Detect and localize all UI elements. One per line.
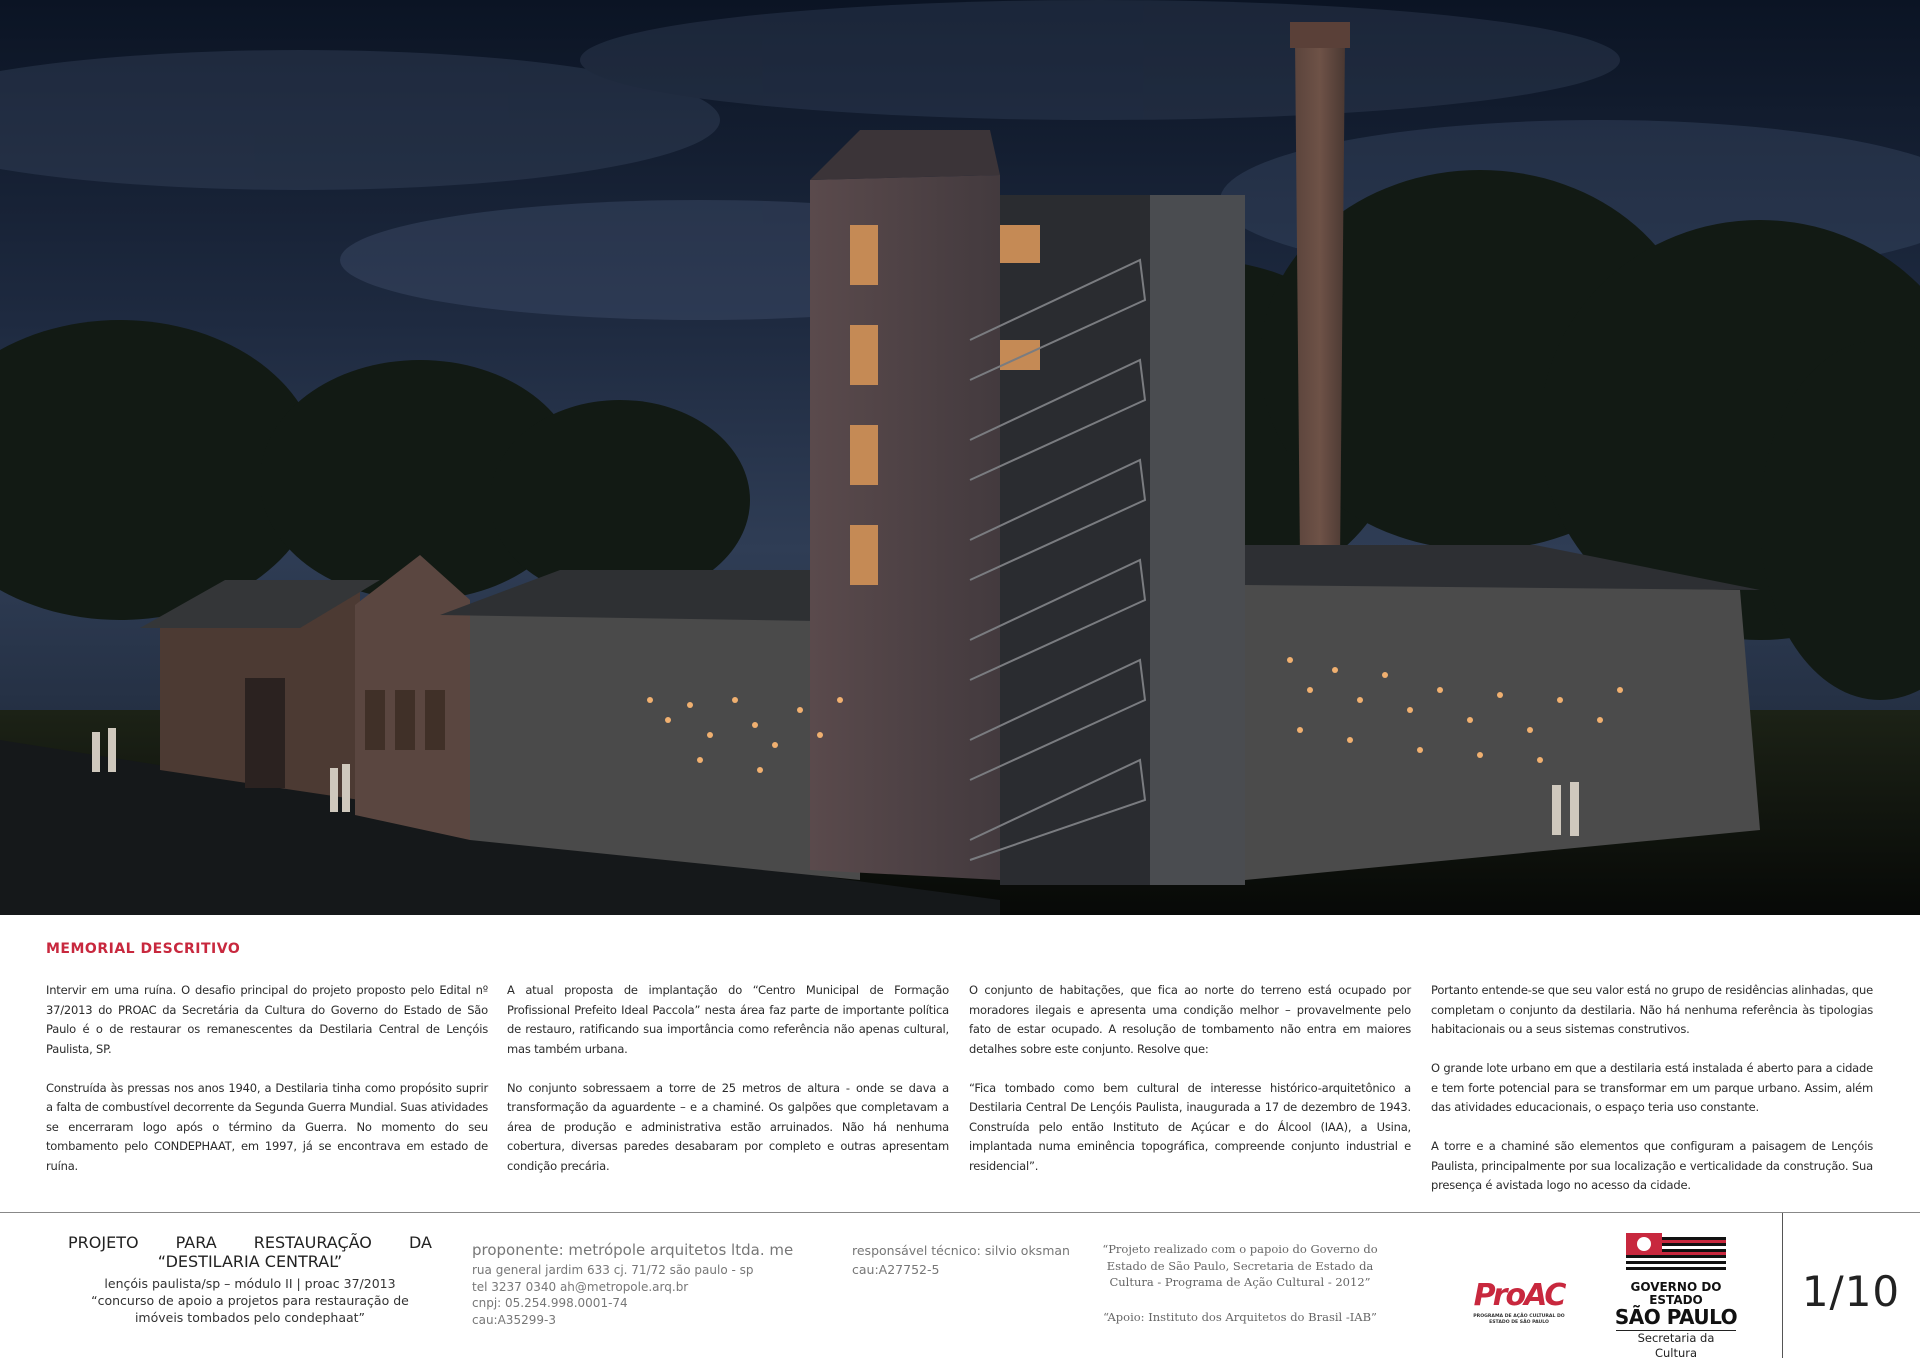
page-number: 1/10 bbox=[1801, 1267, 1901, 1316]
project-subtitle bbox=[68, 1275, 432, 1326]
paragraph: No conjunto sobressaem a torre de 25 metros de altura - onde se dava a transformação da aguardente – e a chaminé. Os galpões que completavam a área de produção e administrativa estão arruinados. Não há nenhuma cobertura, diversas paredes desabaram por completo e outras apresentam condição precária. bbox=[507, 1080, 949, 1173]
memorial-section bbox=[0, 915, 1920, 1212]
proac-logo bbox=[1472, 1278, 1566, 1325]
project-title-line-2: “DESTILARIA CENTRAL” bbox=[157, 1252, 343, 1271]
government-logo bbox=[1602, 1233, 1750, 1358]
proac-logo-text: ProAC bbox=[1473, 1278, 1565, 1313]
paragraph: Intervir em uma ruína. O desafio principal do projeto proposto pelo Edital nº 37/2013 do PROAC da Secretária da Cultura do Governo do Estado de São Paulo é o de restaurar os remanescentes da Destilaria Central de Lençóis Paulista, SP. bbox=[46, 983, 488, 1056]
paragraph: O grande lote urbano em que a destilaria está instalada é aberto para a cidade e tem forte potencial para se transformar em um parque urbano. Assim, além das atividades educacionais, o espaço teria uso constante. bbox=[1431, 1061, 1873, 1114]
memorial-title: MEMORIAL DESCRITIVO bbox=[46, 941, 241, 957]
government-line-1: GOVERNO DO ESTADO bbox=[1630, 1280, 1722, 1307]
proponent-cnpj: cnpj: 05.254.998.0001-74 bbox=[472, 1296, 628, 1310]
proponent-contact: tel 3237 0340 ah@metropole.arq.br bbox=[472, 1279, 689, 1294]
technical-responsible-cau: cau:A27752-5 bbox=[852, 1262, 940, 1277]
project-subtitle-line-2: “concurso de apoio a projetos para restauração de imóveis tombados pelo condephaat” bbox=[91, 1293, 409, 1325]
title-word: PROJETO bbox=[68, 1233, 139, 1252]
project-title bbox=[68, 1233, 432, 1271]
government-line-3: Secretaria da Cultura bbox=[1616, 1330, 1736, 1358]
right-warehouse bbox=[1245, 545, 1760, 880]
title-word: PARA bbox=[175, 1233, 217, 1252]
proponent-address: rua general jardim 633 cj. 71/72 são paulo - sp bbox=[472, 1263, 754, 1277]
footer bbox=[0, 1212, 1920, 1358]
memorial-column-4 bbox=[1431, 981, 1873, 1215]
project-title-line-1 bbox=[68, 1233, 432, 1252]
paragraph: A atual proposta de implantação do “Centro Municipal de Formação Profissional Prefeito Ideal Paccola” nesta área faz parte de importante política de restauro, ratificando sua importância como referência não apenas cultural, mas também urbana. bbox=[507, 983, 949, 1056]
proac-caption: PROGRAMA DE AÇÃO CULTURAL DO ESTADO DE SÃO PAULO bbox=[1473, 1314, 1565, 1325]
support-text: “Projeto realizado com o papoio do Governo do Estado de São Paulo, Secretaria de Estado da Cultura - Programa de Ação Cultural - 2012” bbox=[1102, 1242, 1378, 1289]
paragraph: O conjunto de habitações, que fica ao norte do terreno está ocupado por moradores ilegais e apresenta uma condição melhor – provavelmente pelo fato de estar ocupado. A resolução de tombamento não entra em maiores detalhes sobre este conjunto. Resolve que: bbox=[969, 983, 1411, 1056]
iab-support: “Apoio: Instituto dos Arquitetos do Brasil -IAB” bbox=[1103, 1309, 1377, 1324]
government-line-2: SÃO PAULO bbox=[1614, 1305, 1738, 1329]
paragraph: “Fica tombado como bem cultural de interesse histórico-arquitetônico a Destilaria Central De Lençóis Paulista, inaugurada a 17 de dezembro de 1943. Construída pelo então Instituto de Açúcar e do Álcool (IAA), a Usina, implantada numa eminência topográfica, compreende conjunto industrial e residencial”. bbox=[969, 1080, 1411, 1173]
proponent-name: proponente: metrópole arquitetos ltda. me bbox=[472, 1241, 794, 1259]
technical-responsible bbox=[852, 1241, 1082, 1279]
memorial-column-1 bbox=[46, 981, 488, 1196]
proponent-block bbox=[472, 1241, 802, 1328]
admin-building bbox=[355, 555, 470, 840]
proponent-cau: cau:A35299-3 bbox=[472, 1312, 556, 1327]
technical-responsible-name: responsável técnico: silvio oksman bbox=[852, 1243, 1070, 1258]
paragraph: Construída às pressas nos anos 1940, a Destilaria tinha como propósito suprir a falta de combustível decorrente da Segunda Guerra Mundial. Suas atividades se encerraram logo após o término da Guerra. No momento do seu tombamento pelo CONDEPHAAT, em 1997, já se encontrava em estado de ruína. bbox=[46, 1080, 488, 1173]
sao-paulo-flag-icon bbox=[1626, 1233, 1726, 1273]
paragraph: A torre e a chaminé são elementos que configuram a paisagem de Lençóis Paulista, principalmente por sua localização e verticalidade da construção. Sua presença é avistada logo no acesso da cidade. bbox=[1431, 1139, 1873, 1192]
title-word: RESTAURAÇÃO bbox=[253, 1233, 372, 1252]
memorial-column-2 bbox=[507, 981, 949, 1196]
project-subtitle-line-1: lençóis paulista/sp – módulo II | proac 37/2013 bbox=[104, 1276, 396, 1291]
title-word: DA bbox=[409, 1233, 432, 1252]
support-note bbox=[1100, 1241, 1380, 1325]
memorial-column-3 bbox=[969, 981, 1411, 1196]
paragraph: Portanto entende-se que seu valor está no grupo de residências alinhadas, que completam o conjunto da destilaria. Não há nenhuma referência às tipologias habitacionais ou a seus sistemas construtivos. bbox=[1431, 983, 1873, 1036]
